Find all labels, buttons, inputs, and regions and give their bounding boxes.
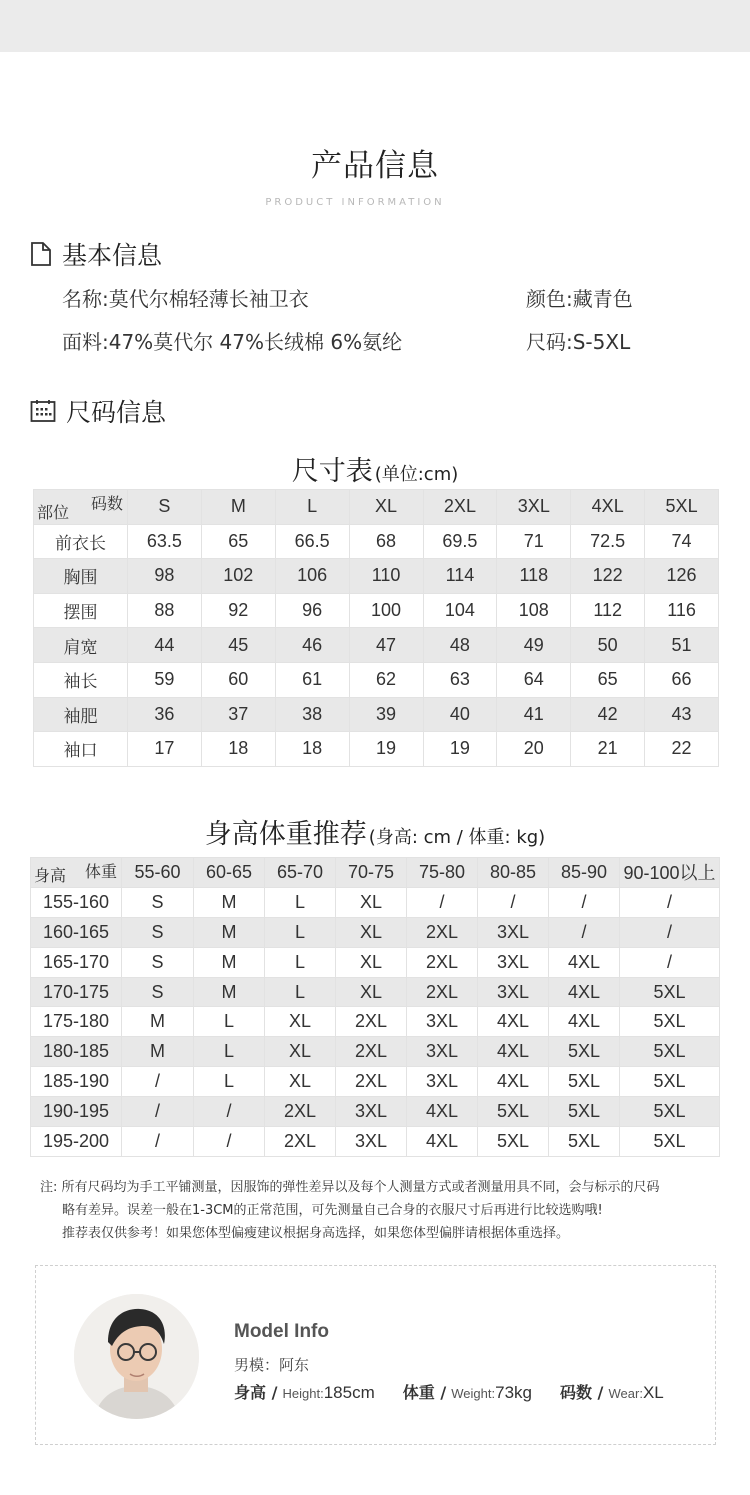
recommend-table-row-label: 180-185 [31, 1037, 122, 1067]
recommend-table-cell: 2XL [265, 1127, 336, 1157]
page-title: 产品信息 [311, 148, 439, 184]
size-table-column-header: XL [349, 490, 423, 525]
recommend-table-column-header: 85-90 [549, 858, 620, 888]
recommend-table-cell: / [194, 1127, 265, 1157]
recommend-table-cell: 5XL [620, 1127, 720, 1157]
size-table-cell: 62 [349, 662, 423, 697]
model-size-label: 码数 / [559, 1383, 604, 1402]
recommend-table-cell: 2XL [336, 1007, 407, 1037]
recommend-table-cell: 4XL [407, 1127, 478, 1157]
size-table-cell: 49 [497, 628, 571, 663]
size-table-cell: 64 [497, 662, 571, 697]
model-size-value: XL [642, 1383, 664, 1402]
note-line-3: 推荐表仅供参考！如果您体型偏瘦建议根据身高选择，如果您体型偏胖请根据体重选择。 [62, 1226, 570, 1241]
size-table-cell: 20 [497, 732, 571, 767]
recommend-table-cell: L [265, 887, 336, 917]
recommend-table-cell: 4XL [478, 1037, 549, 1067]
product-name: 名称:莫代尔棉轻薄长袖卫衣 [62, 287, 309, 311]
size-table [33, 489, 719, 767]
recommend-table-row [31, 977, 720, 1007]
size-table-cell: 122 [571, 559, 645, 594]
recommend-table-row [31, 1067, 720, 1097]
model-stats [234, 1380, 664, 1403]
model-height-label: 身高 / [234, 1383, 278, 1402]
recommend-table-heading: 身高体重推荐 [204, 819, 367, 850]
recommend-table-column-header: 80-85 [478, 858, 549, 888]
top-bar [0, 0, 750, 52]
recommend-table-cell: M [122, 1037, 194, 1067]
recommend-table-cell: XL [336, 977, 407, 1007]
recommend-table-cell: XL [336, 947, 407, 977]
recommend-table-cell: 4XL [478, 1007, 549, 1037]
recommend-table-cell: 3XL [336, 1127, 407, 1157]
size-table-cell: 66.5 [275, 524, 349, 559]
recommend-table-cell: 5XL [620, 977, 720, 1007]
recommend-table-cell: / [620, 917, 720, 947]
size-table-cell: 36 [128, 697, 202, 732]
recommend-table-cell: / [620, 947, 720, 977]
recommend-table-column-header: 55-60 [122, 858, 194, 888]
recommend-table-cell: 4XL [478, 1067, 549, 1097]
recommend-table-cell: / [194, 1097, 265, 1127]
size-table-unit: (单位:cm) [374, 464, 459, 485]
size-table-row-label: 肩宽 [34, 628, 128, 663]
model-info-card [35, 1265, 716, 1445]
recommend-corner-top: 体重 [84, 862, 117, 881]
recommend-table-cell: S [122, 947, 194, 977]
recommend-table-cell: XL [265, 1067, 336, 1097]
recommend-table-cell: 5XL [620, 1007, 720, 1037]
size-table-cell: 18 [201, 732, 275, 767]
recommend-table-cell: M [194, 887, 265, 917]
recommend-table-cell: S [122, 887, 194, 917]
model-weight-label: 体重 / [402, 1383, 447, 1402]
recommend-table-column-header: 90-100以上 [620, 858, 720, 888]
recommend-table-cell: 3XL [478, 917, 549, 947]
recommend-table-cell: L [265, 947, 336, 977]
size-table-row-label: 袖肥 [34, 697, 128, 732]
size-table-column-header: L [275, 490, 349, 525]
size-table-cell: 51 [645, 628, 719, 663]
size-table-cell: 38 [275, 697, 349, 732]
recommend-table-corner [31, 858, 122, 888]
model-weight-en: Weight: [451, 1386, 496, 1401]
recommend-table-cell: 3XL [407, 1067, 478, 1097]
recommend-table-cell: S [122, 977, 194, 1007]
size-table-cell: 60 [201, 662, 275, 697]
size-table-cell: 66 [645, 662, 719, 697]
model-weight-value: 73kg [495, 1383, 532, 1402]
recommend-table-cell: / [549, 917, 620, 947]
recommend-table-cell: 2XL [336, 1067, 407, 1097]
size-table-column-header: 3XL [497, 490, 571, 525]
size-table-cell: 108 [497, 593, 571, 628]
recommend-table-row [31, 1007, 720, 1037]
recommend-table [30, 857, 720, 1157]
recommend-table-cell: 5XL [549, 1037, 620, 1067]
size-corner-top: 码数 [90, 494, 123, 513]
model-height-en: Height: [282, 1386, 324, 1401]
size-table-cell: 126 [645, 559, 719, 594]
recommend-table-cell: / [122, 1067, 194, 1097]
recommend-table-cell: / [549, 887, 620, 917]
recommend-table-cell: 5XL [620, 1067, 720, 1097]
calendar-icon [30, 399, 56, 423]
model-size-en: Wear: [608, 1386, 643, 1401]
size-table-cell: 40 [423, 697, 497, 732]
recommend-table-cell: 4XL [549, 947, 620, 977]
recommend-table-cell: 5XL [549, 1127, 620, 1157]
recommend-table-row-label: 170-175 [31, 977, 122, 1007]
size-table-cell: 96 [275, 593, 349, 628]
note-line-1: 注: 所有尺码均为手工平铺测量，因服饰的弹性差异以及每个人测量方式或者测量用具不同，会与标示的尺码 [40, 1180, 660, 1195]
size-table-row [34, 593, 719, 628]
recommend-table-title [0, 812, 750, 851]
size-table-cell: 19 [349, 732, 423, 767]
recommend-table-cell: 4XL [407, 1097, 478, 1127]
recommend-table-cell: 5XL [620, 1037, 720, 1067]
size-table-cell: 110 [349, 559, 423, 594]
recommend-table-cell: XL [336, 887, 407, 917]
model-height-value: 185cm [323, 1383, 375, 1402]
recommend-table-cell: 3XL [478, 947, 549, 977]
size-table-cell: 41 [497, 697, 571, 732]
size-table-column-header: 5XL [645, 490, 719, 525]
recommend-table-row-label: 185-190 [31, 1067, 122, 1097]
recommend-table-row [31, 917, 720, 947]
recommend-table-cell: M [194, 947, 265, 977]
recommend-table-cell: XL [336, 917, 407, 947]
size-table-cell: 100 [349, 593, 423, 628]
size-table-row-label: 袖长 [34, 662, 128, 697]
size-table-cell: 37 [201, 697, 275, 732]
recommend-table-cell: 2XL [336, 1037, 407, 1067]
size-table-cell: 65 [201, 524, 275, 559]
size-table-row-label: 胸围 [34, 559, 128, 594]
recommend-table-header [31, 858, 720, 888]
recommend-corner-bottom: 身高 [34, 865, 67, 885]
recommend-table-cell: 2XL [407, 917, 478, 947]
recommend-table-column-header: 65-70 [265, 858, 336, 888]
recommend-table-cell: L [265, 917, 336, 947]
size-table-column-header: M [201, 490, 275, 525]
size-table-corner [34, 490, 128, 525]
recommend-table-row [31, 1127, 720, 1157]
size-table-row-label: 前衣长 [34, 524, 128, 559]
recommend-table-row [31, 947, 720, 977]
size-table-cell: 63 [423, 662, 497, 697]
recommend-table-cell: / [407, 887, 478, 917]
recommend-table-row-label: 195-200 [31, 1127, 122, 1157]
document-icon [30, 242, 52, 266]
recommend-table-row [31, 1097, 720, 1127]
recommend-table-cell: 4XL [549, 977, 620, 1007]
size-table-column-header: 2XL [423, 490, 497, 525]
recommend-table-cell: / [620, 887, 720, 917]
size-table-cell: 106 [275, 559, 349, 594]
recommend-table-cell: / [122, 1097, 194, 1127]
size-table-cell: 72.5 [571, 524, 645, 559]
recommend-table-cell: L [194, 1037, 265, 1067]
recommend-table-cell: S [122, 917, 194, 947]
size-table-cell: 44 [128, 628, 202, 663]
recommend-table-cell: 3XL [407, 1037, 478, 1067]
size-table-row [34, 732, 719, 767]
product-fabric: 面料:47%莫代尔 47%长绒棉 6%氨纶 [62, 330, 403, 354]
recommend-table-cell: 5XL [620, 1097, 720, 1127]
size-table-cell: 43 [645, 697, 719, 732]
size-info-heading [30, 393, 166, 429]
size-table-column-header: 4XL [571, 490, 645, 525]
recommend-table-cell: L [194, 1007, 265, 1037]
recommend-table-cell: 4XL [549, 1007, 620, 1037]
size-table-cell: 63.5 [128, 524, 202, 559]
size-table-cell: 46 [275, 628, 349, 663]
basic-info-title: 基本信息 [62, 241, 163, 270]
size-table-cell: 69.5 [423, 524, 497, 559]
size-corner-bottom: 部位 [37, 502, 70, 522]
size-table-cell: 39 [349, 697, 423, 732]
size-table-cell: 118 [497, 559, 571, 594]
size-table-cell: 22 [645, 732, 719, 767]
recommend-table-column-header: 75-80 [407, 858, 478, 888]
size-table-cell: 50 [571, 628, 645, 663]
recommend-table-cell: 5XL [549, 1097, 620, 1127]
size-table-cell: 47 [349, 628, 423, 663]
recommend-table-cell: 2XL [265, 1097, 336, 1127]
recommend-table-cell: M [194, 977, 265, 1007]
recommend-table-row [31, 1037, 720, 1067]
size-table-row [34, 662, 719, 697]
size-table-header [34, 490, 719, 525]
recommend-table-cell: L [194, 1067, 265, 1097]
size-info-title: 尺码信息 [66, 398, 167, 427]
recommend-table-cell: 5XL [478, 1097, 549, 1127]
recommend-table-row-label: 165-170 [31, 947, 122, 977]
size-table-row [34, 628, 719, 663]
size-table-cell: 18 [275, 732, 349, 767]
recommend-table-row-label: 155-160 [31, 887, 122, 917]
recommend-table-cell: 5XL [549, 1067, 620, 1097]
basic-info-heading [30, 236, 162, 272]
size-table-cell: 98 [128, 559, 202, 594]
recommend-table-column-header: 60-65 [194, 858, 265, 888]
size-table-cell: 116 [645, 593, 719, 628]
size-table-cell: 42 [571, 697, 645, 732]
size-table-row [34, 524, 719, 559]
size-table-cell: 68 [349, 524, 423, 559]
size-table-cell: 114 [423, 559, 497, 594]
size-table-cell: 102 [201, 559, 275, 594]
size-table-row-label: 摆围 [34, 593, 128, 628]
recommend-table-cell: M [122, 1007, 194, 1037]
recommend-table-cell: / [122, 1127, 194, 1157]
size-table-cell: 48 [423, 628, 497, 663]
recommend-table-unit: (身高: cm / 体重: kg) [368, 827, 546, 848]
recommend-table-cell: 2XL [407, 977, 478, 1007]
recommend-table-row [31, 887, 720, 917]
size-table-cell: 74 [645, 524, 719, 559]
size-table-cell: 92 [201, 593, 275, 628]
model-info-title: Model Info [234, 1321, 329, 1342]
recommend-table-cell: 2XL [407, 947, 478, 977]
recommend-table-row-label: 160-165 [31, 917, 122, 947]
size-table-cell: 71 [497, 524, 571, 559]
size-table-cell: 112 [571, 593, 645, 628]
size-table-title [0, 449, 750, 488]
size-table-cell: 59 [128, 662, 202, 697]
size-table-cell: 19 [423, 732, 497, 767]
size-table-heading: 尺寸表 [291, 456, 373, 487]
size-table-cell: 65 [571, 662, 645, 697]
recommend-table-cell: XL [265, 1007, 336, 1037]
size-table-cell: 88 [128, 593, 202, 628]
recommend-table-row-label: 190-195 [31, 1097, 122, 1127]
size-table-column-header: S [128, 490, 202, 525]
recommend-table-cell: L [265, 977, 336, 1007]
model-name: 男模：阿东 [234, 1356, 310, 1374]
size-table-cell: 21 [571, 732, 645, 767]
size-table-cell: 104 [423, 593, 497, 628]
recommend-table-cell: / [478, 887, 549, 917]
recommend-table-cell: XL [265, 1037, 336, 1067]
recommend-table-column-header: 70-75 [336, 858, 407, 888]
recommend-table-cell: 3XL [336, 1097, 407, 1127]
model-avatar [74, 1294, 199, 1419]
size-table-cell: 17 [128, 732, 202, 767]
size-table-row [34, 559, 719, 594]
size-table-row [34, 697, 719, 732]
size-table-row-label: 袖口 [34, 732, 128, 767]
recommend-table-row-label: 175-180 [31, 1007, 122, 1037]
recommend-table-cell: 3XL [478, 977, 549, 1007]
size-table-cell: 61 [275, 662, 349, 697]
size-table-cell: 45 [201, 628, 275, 663]
note-line-2: 略有差异。误差一般在1-3CM的正常范围，可先测量自己合身的衣服尺寸后再进行比较选购哦! [62, 1203, 603, 1218]
recommend-table-cell: M [194, 917, 265, 947]
product-color: 颜色:藏青色 [526, 287, 633, 311]
recommend-table-cell: 3XL [407, 1007, 478, 1037]
page-subtitle: PRODUCT INFORMATION [265, 197, 445, 208]
recommend-table-cell: 5XL [478, 1127, 549, 1157]
product-size-range: 尺码:S-5XL [526, 330, 631, 354]
